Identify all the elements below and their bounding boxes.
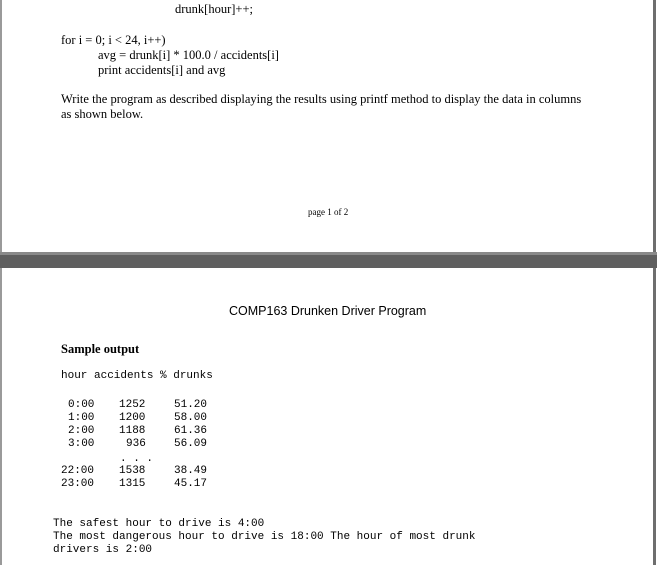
program-title: COMP163 Drunken Driver Program bbox=[229, 304, 427, 318]
code-line-for-loop: for i = 0; i < 24, i++) bbox=[61, 33, 166, 47]
row-drunks: 58.00 bbox=[174, 412, 208, 424]
row-accidents: 1315 bbox=[119, 478, 146, 490]
summary-dangerous-hour: The most dangerous hour to drive is 18:00 The hour of most drunk bbox=[53, 531, 476, 543]
row-drunks: 61.36 bbox=[174, 425, 208, 437]
instruction-line-1: Write the program as described displaying the results using printf method to display the data in columns bbox=[61, 92, 582, 106]
code-line-drunk-increment: drunk[hour]++; bbox=[175, 2, 253, 16]
page-number-footer: page 1 of 2 bbox=[308, 207, 349, 217]
code-line-avg: avg = drunk[i] * 100.0 / accidents[i] bbox=[98, 48, 279, 62]
instruction-line-2: as shown below. bbox=[61, 107, 144, 121]
row-drunks: 38.49 bbox=[174, 465, 208, 477]
page-separator bbox=[0, 252, 657, 268]
sample-output-heading: Sample output bbox=[61, 342, 140, 356]
row-hour: 22:00 bbox=[61, 465, 95, 477]
row-drunks: 51.20 bbox=[174, 399, 208, 411]
table-header: hour accidents % drunks bbox=[61, 370, 213, 382]
row-hour: 2:00 bbox=[68, 425, 95, 437]
row-drunks: 56.09 bbox=[174, 438, 208, 450]
ellipsis: . . . bbox=[120, 453, 154, 465]
code-line-print: print accidents[i] and avg bbox=[98, 63, 226, 77]
summary-most-drunk-hour: drivers is 2:00 bbox=[53, 544, 153, 556]
row-hour: 23:00 bbox=[61, 478, 95, 490]
row-accidents: 1200 bbox=[119, 412, 146, 424]
row-drunks: 45.17 bbox=[174, 478, 208, 490]
row-hour: 3:00 bbox=[68, 438, 95, 450]
row-accidents: 1252 bbox=[119, 399, 146, 411]
document-page-1 bbox=[0, 0, 656, 252]
document-page-2 bbox=[0, 268, 656, 565]
row-accidents: 1538 bbox=[119, 465, 146, 477]
row-hour: 1:00 bbox=[68, 412, 95, 424]
summary-safest-hour: The safest hour to drive is 4:00 bbox=[53, 518, 265, 530]
row-accidents: 936 bbox=[126, 438, 146, 450]
row-accidents: 1188 bbox=[119, 425, 146, 437]
row-hour: 0:00 bbox=[68, 399, 95, 411]
